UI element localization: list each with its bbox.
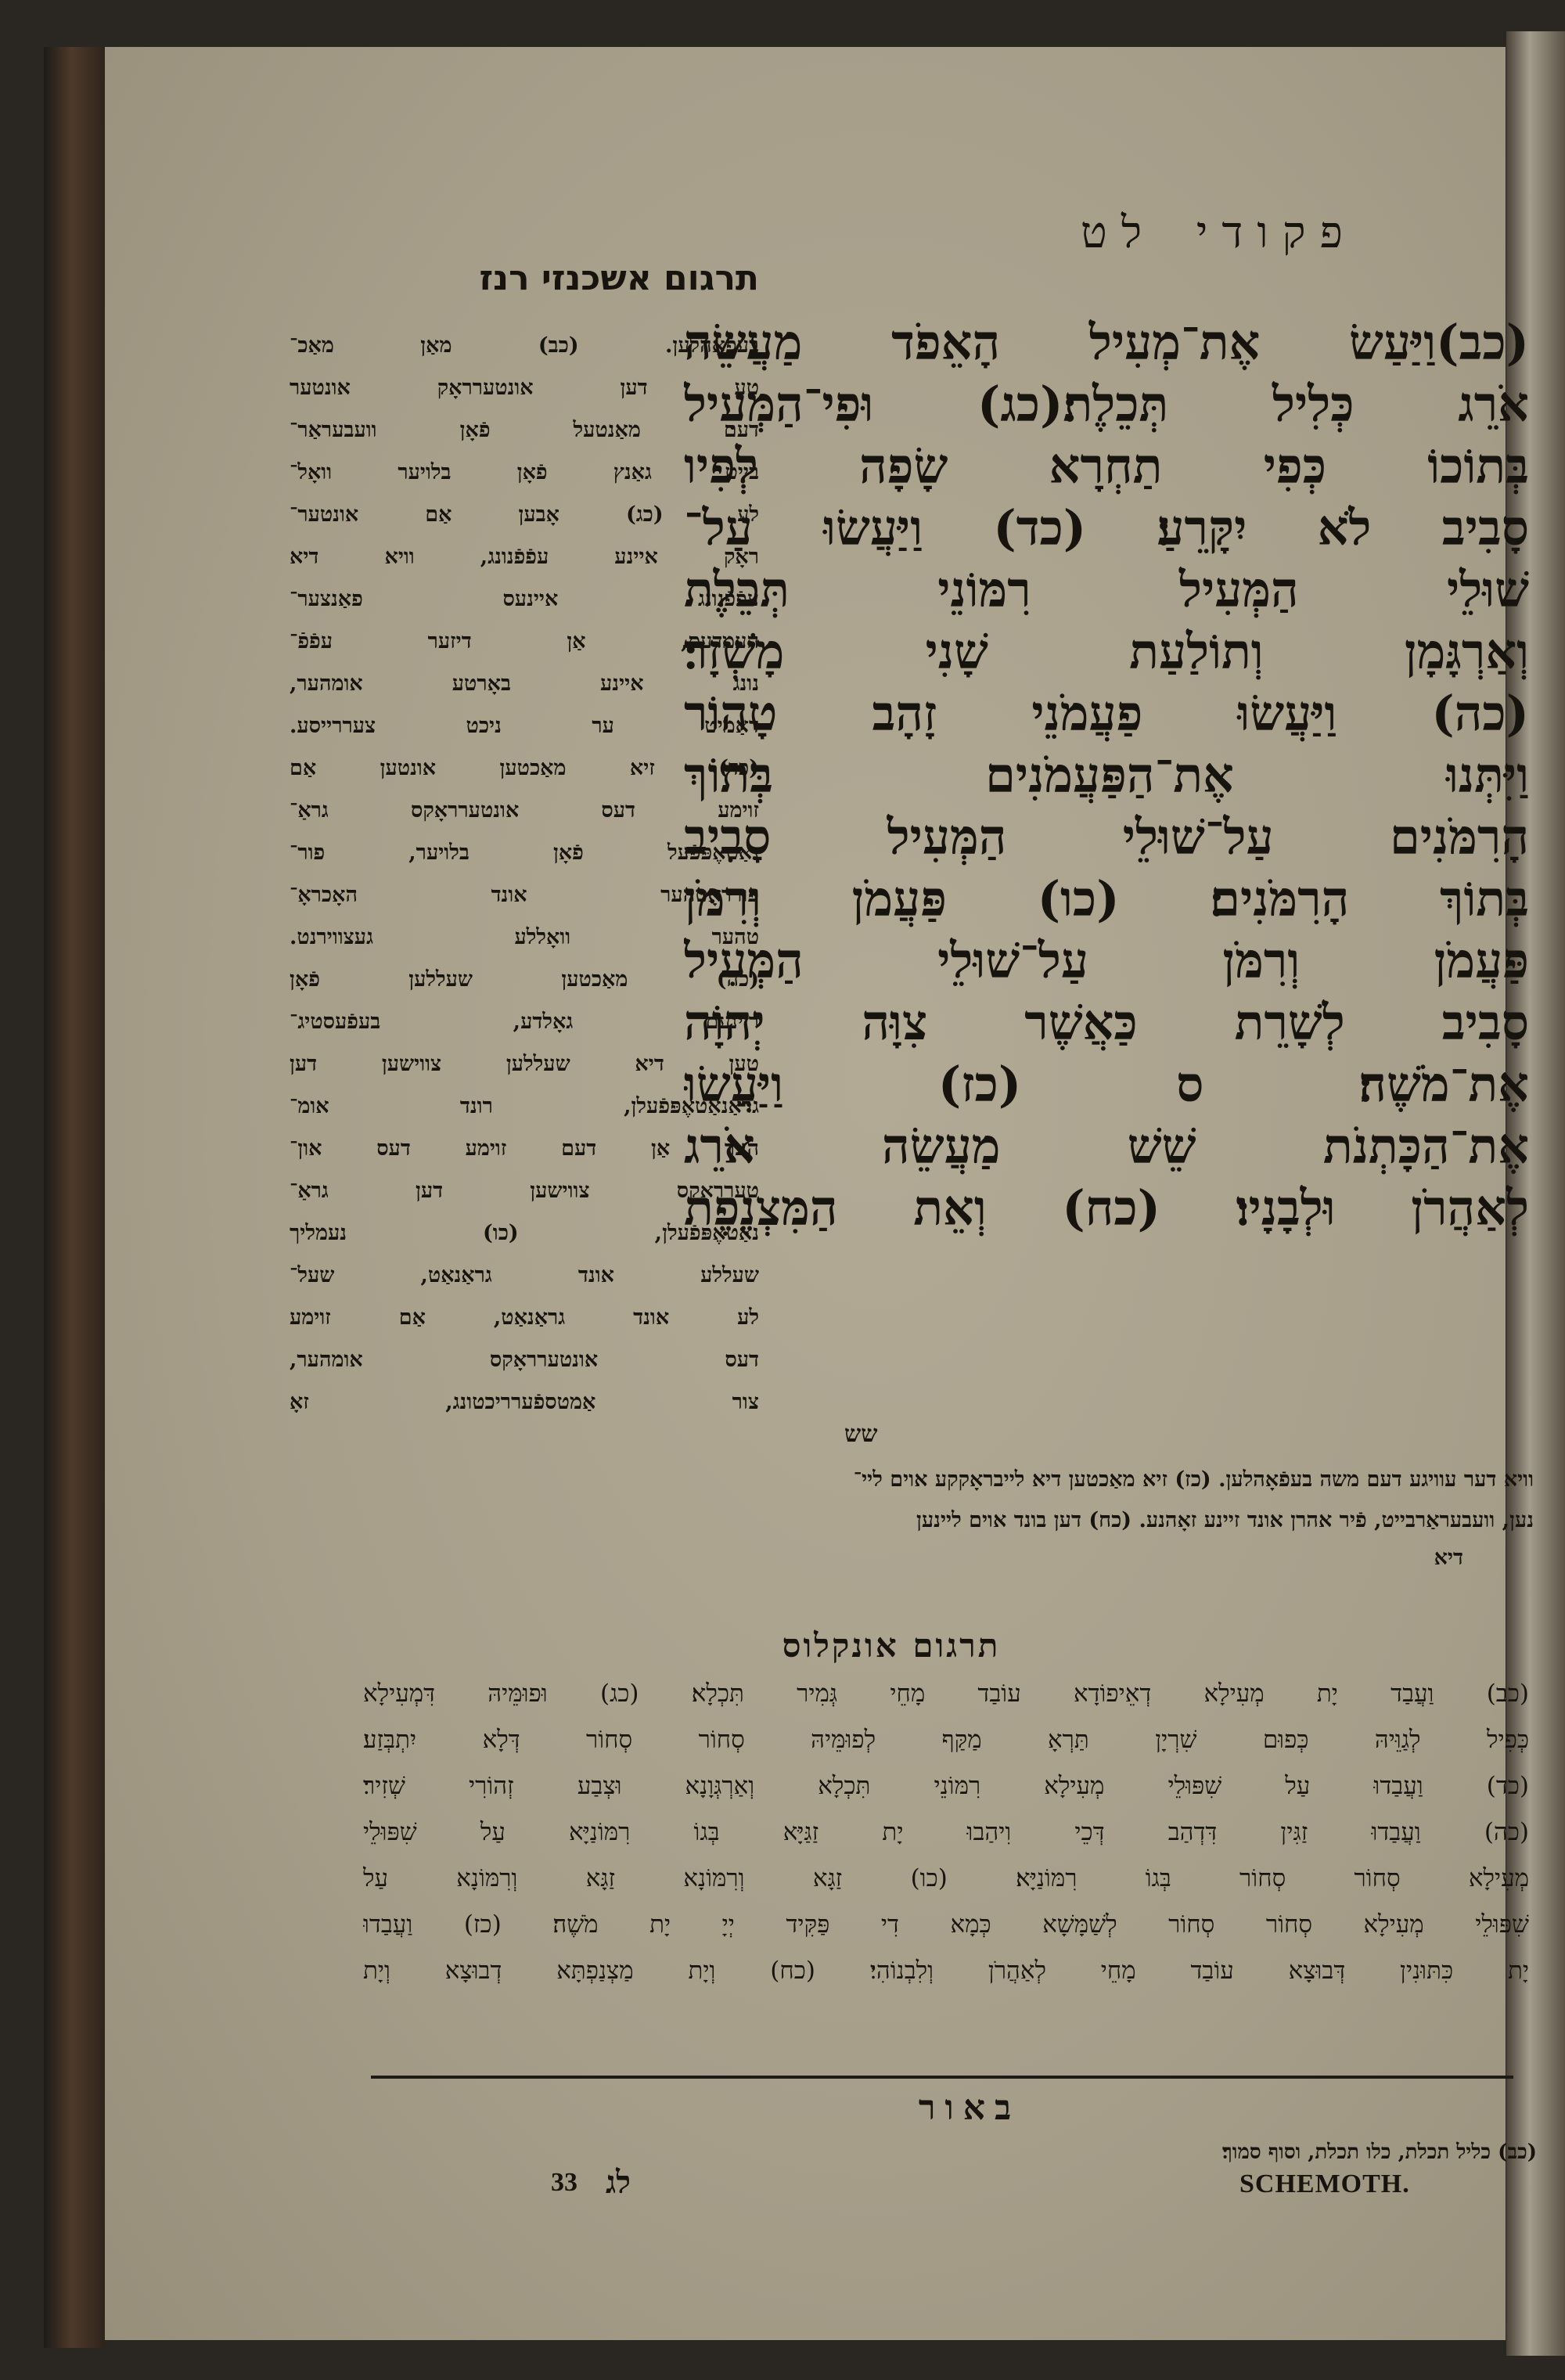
- biur-title: באור: [918, 2088, 1021, 2128]
- translation-line: דאַמיט ער ניכט צעררייסע.: [290, 714, 759, 738]
- torah-line: לְאַהֲרֹן וּלְבָנָיו׃ (כח) וְאֵת הַמִּצְנֶפֶת: [684, 1179, 1529, 1237]
- hebrew-page-number: לג: [606, 2164, 631, 2201]
- torah-line: וַיִּתְּנוּ אֶת־הַפַּעֲמֹנִים בְּתוֹךְ: [684, 747, 1529, 804]
- torah-line: סָבִיב לֹא יִקָּרֵעַ׃ (כד) וַיַּעֲשׂוּ עַל־: [684, 499, 1529, 556]
- translation-line: זוימע דעס אונטערראָקס גראַ־: [290, 798, 759, 823]
- translation-header: תרגום אשכנזי רנז: [479, 258, 759, 298]
- book-page: [105, 47, 1537, 2340]
- book-spine: [44, 47, 105, 2348]
- torah-line: הָרִמֹּנִים עַל־שׁוּלֵי הַמְּעִיל סָבִיב: [684, 808, 1529, 866]
- translation-line: לע. (כג) אָבען אַם אונטער־: [290, 502, 759, 527]
- translation-line: עפֿפֿנונג איינעס פאַנצער־: [290, 587, 759, 611]
- biur-text: (כב) כליל תכלת, כלו תכלת, וסוף סמוך׃: [1222, 2141, 1537, 2164]
- translation-line: נאַטאֶפּפֿעל פֿאָן בלויער, פור־: [290, 841, 759, 865]
- translation-line: טע דען אונטערראָק אונטער: [290, 376, 759, 400]
- onkelos-line: יָת כִּתּוּנִין דְּבוּצָא עוֹבַד מָחֵי לְאַהֲרֹן וְלִבְנוֹהִי׃ (כח) וְיָת מַצְנַפְתָּא דְבוּצָא וְיָת: [363, 1957, 1529, 1985]
- torah-line: פַּעֲמֹן וְרִמֹּן עַל־שׁוּלֵי הַמְּעִיל: [684, 932, 1529, 989]
- parasha-header: פקודי לט: [1081, 207, 1357, 258]
- torah-line: סָבִיב לְשָׁרֵת כַּאֲשֶׁר צִוָּה יְהוָֹה: [684, 994, 1529, 1051]
- translation-line: (כה) מאַכטען שעללען פֿאָן: [290, 967, 759, 992]
- onkelos-line: (כד) וַעֲבַדוּ עַל שִׁפּוּלֵי מְעִילָא רִמּוֹנֵי תִּכְלָא וְאַרְגְּוָנָא וּצְבַע זְהוֹרִי שְׁזִיר׃: [363, 1772, 1529, 1800]
- translation-line: דעס אונטערראָקס אומהער,: [290, 1348, 759, 1372]
- translation-column: [290, 325, 759, 1424]
- onkelos-line: (כב) וַעֲבַד יָת מְעִילָא דְאֵיפוֹדָא עוֹבַד מָחֵי גְּמִיר תִּכְלָא׃ (כג) וּפוּמֵּיהּ דִּמְעִילָא: [363, 1680, 1529, 1708]
- torah-line: אֶת־מֹשֶׁה׃ ס (כז) וַיַּעֲשׂוּ: [684, 1056, 1529, 1113]
- torah-line: וְאַרְגָּמָן וְתוֹלַעַת שָׁנִי מָשְׁזָר׃: [684, 623, 1529, 680]
- onkelos-line: (כה) וַעֲבַדוּ זַגִּין דִּדְהַב דְּכֵי וִיהַבוּ יָת זַגַּיָּא בְּגוֹ רִמּוֹנַיָּא עַל שִׁפּוּלֵי: [363, 1818, 1529, 1846]
- translation-line: שעללע אונד גראַנאַט, שעל־: [290, 1263, 759, 1287]
- translation-line: נאַטאֶפּפֿעלן, (כו) נעמליך: [290, 1221, 759, 1245]
- translation-line: נונג איינע באָרטע אומהער,: [290, 672, 759, 696]
- running-title: SCHEMOTH.: [1239, 2169, 1410, 2198]
- torah-line: בְּתוֹכוֹ כְּפִי תַחְרָא שָׂפָה לְפִיו: [684, 437, 1529, 495]
- translation-line: טערראָקס צווישען דען גראַ־: [290, 1179, 759, 1203]
- onkelos-line: שִׁפּוּלֵי מְעִילָא סְחוֹר סְחוֹר לְשַׁמָּשָׁא כְּמָא דִי פַּקִּיד יְיָ יָת מֹשֶׁה׃ (כז) וַעֲבַדוּ: [363, 1910, 1529, 1939]
- translation-line: פורראָטהער אונד האָכראָ־: [290, 883, 759, 907]
- translation-line: הער אַן דעם זוימע דעס און־: [290, 1136, 759, 1161]
- catchword: שש: [844, 1420, 878, 1448]
- onkelos-title: תרגום אונקלוס: [782, 1626, 1001, 1665]
- onkelos-line: מְעִילָא סְחוֹר סְחוֹר בְּגוֹ רִמּוֹנַיָּא׃ (כו) זַגָּא וְרִמּוֹנָא זַגָּא וְרִמּוֹנָא עַל: [363, 1864, 1529, 1892]
- translation-continued-line: נען, וועבעראַרבייט, פֿיר אהרן אונד זיינע זאָהנע. (כח) דען בונד אוים ליינען: [916, 1508, 1534, 1532]
- translation-line: בייט, גאַנץ פֿאָן בלויער וואָל־: [290, 460, 759, 484]
- torah-line: אֶת־הַכָּתְנֹת שֵׁשׁ מַעֲשֵׂה אֹרֵג: [684, 1118, 1529, 1175]
- translation-line: טהער וואָללע געצווירנט.: [290, 925, 759, 949]
- translation-line: בעפֿאָהלען. (כב) מאַן מאַכ־: [290, 333, 759, 358]
- translation-continued-line: וויא דער עוויגע דעם משה בעפֿאָהלען. (כז) זיא מאַכטען דיא לייבראָקקע אוים ליי־: [853, 1467, 1534, 1492]
- translation-line: (כד) זיא מאַכטען אונטען אַם: [290, 756, 759, 780]
- torah-text-column: [684, 313, 1529, 1240]
- torah-line: (כב)וַיַּעַשׂ אֶת־מְעִיל הָאֵפֹד מַעֲשֵׂה: [684, 314, 1529, 371]
- translation-line: טען דיא שעללען צווישען דען: [290, 1052, 759, 1076]
- translation-line: ראָק איינע עפֿפֿנונג, וויא דיא: [290, 545, 759, 569]
- translation-line: דעם מאַנטעל פֿאָן וועבעראַר־: [290, 418, 759, 442]
- torah-line: שׁוּלֵי הַמְּעִיל רִמּוֹנֵי תְּכֵלֶת: [684, 561, 1529, 618]
- translation-line: גראַנאַטאֶפּפֿעלן, רונד אומ־: [290, 1094, 759, 1118]
- translation-line: לע אונד גראַנאַט, אַם זוימע: [290, 1305, 759, 1330]
- translation-line: ריינעם גאָלדע, בעפֿעסטיג־: [290, 1010, 759, 1034]
- translation-line: העמדעס, אַן דיזער עפֿפֿ־: [290, 629, 759, 654]
- translation-line: צור אַמטספֿערריכטונג, זאָ: [290, 1390, 759, 1414]
- onkelos-text: [363, 1671, 1529, 1994]
- section-divider: [371, 2076, 1513, 2079]
- torah-line: אֹרֵג כְּלִיל תְּכֵלֶת׃(כג) וּפִי־הַמְּעִיל: [684, 376, 1529, 433]
- torah-line: בְּתוֹךְ הָרִמֹּנִים׃ (כו) פַּעֲמֹן וְרִמֹּן: [684, 870, 1529, 927]
- torah-line: (כה) וַיַּעֲשׂוּ פַעֲמֹנֵי זָהָב טָהוֹר: [684, 685, 1529, 742]
- translation-continued-line: דיא: [1434, 1546, 1463, 1570]
- onkelos-line: כְּפִיל לְגַוֵּיהּ כְּפוּם שִׁרְיָן תַּרְאָ מַקַּף לְפוּמֵּיהּ סְחוֹר סְחוֹר דְּלָא יִתְבְּזַע׃: [363, 1726, 1529, 1754]
- page-number: 33: [551, 2168, 577, 2197]
